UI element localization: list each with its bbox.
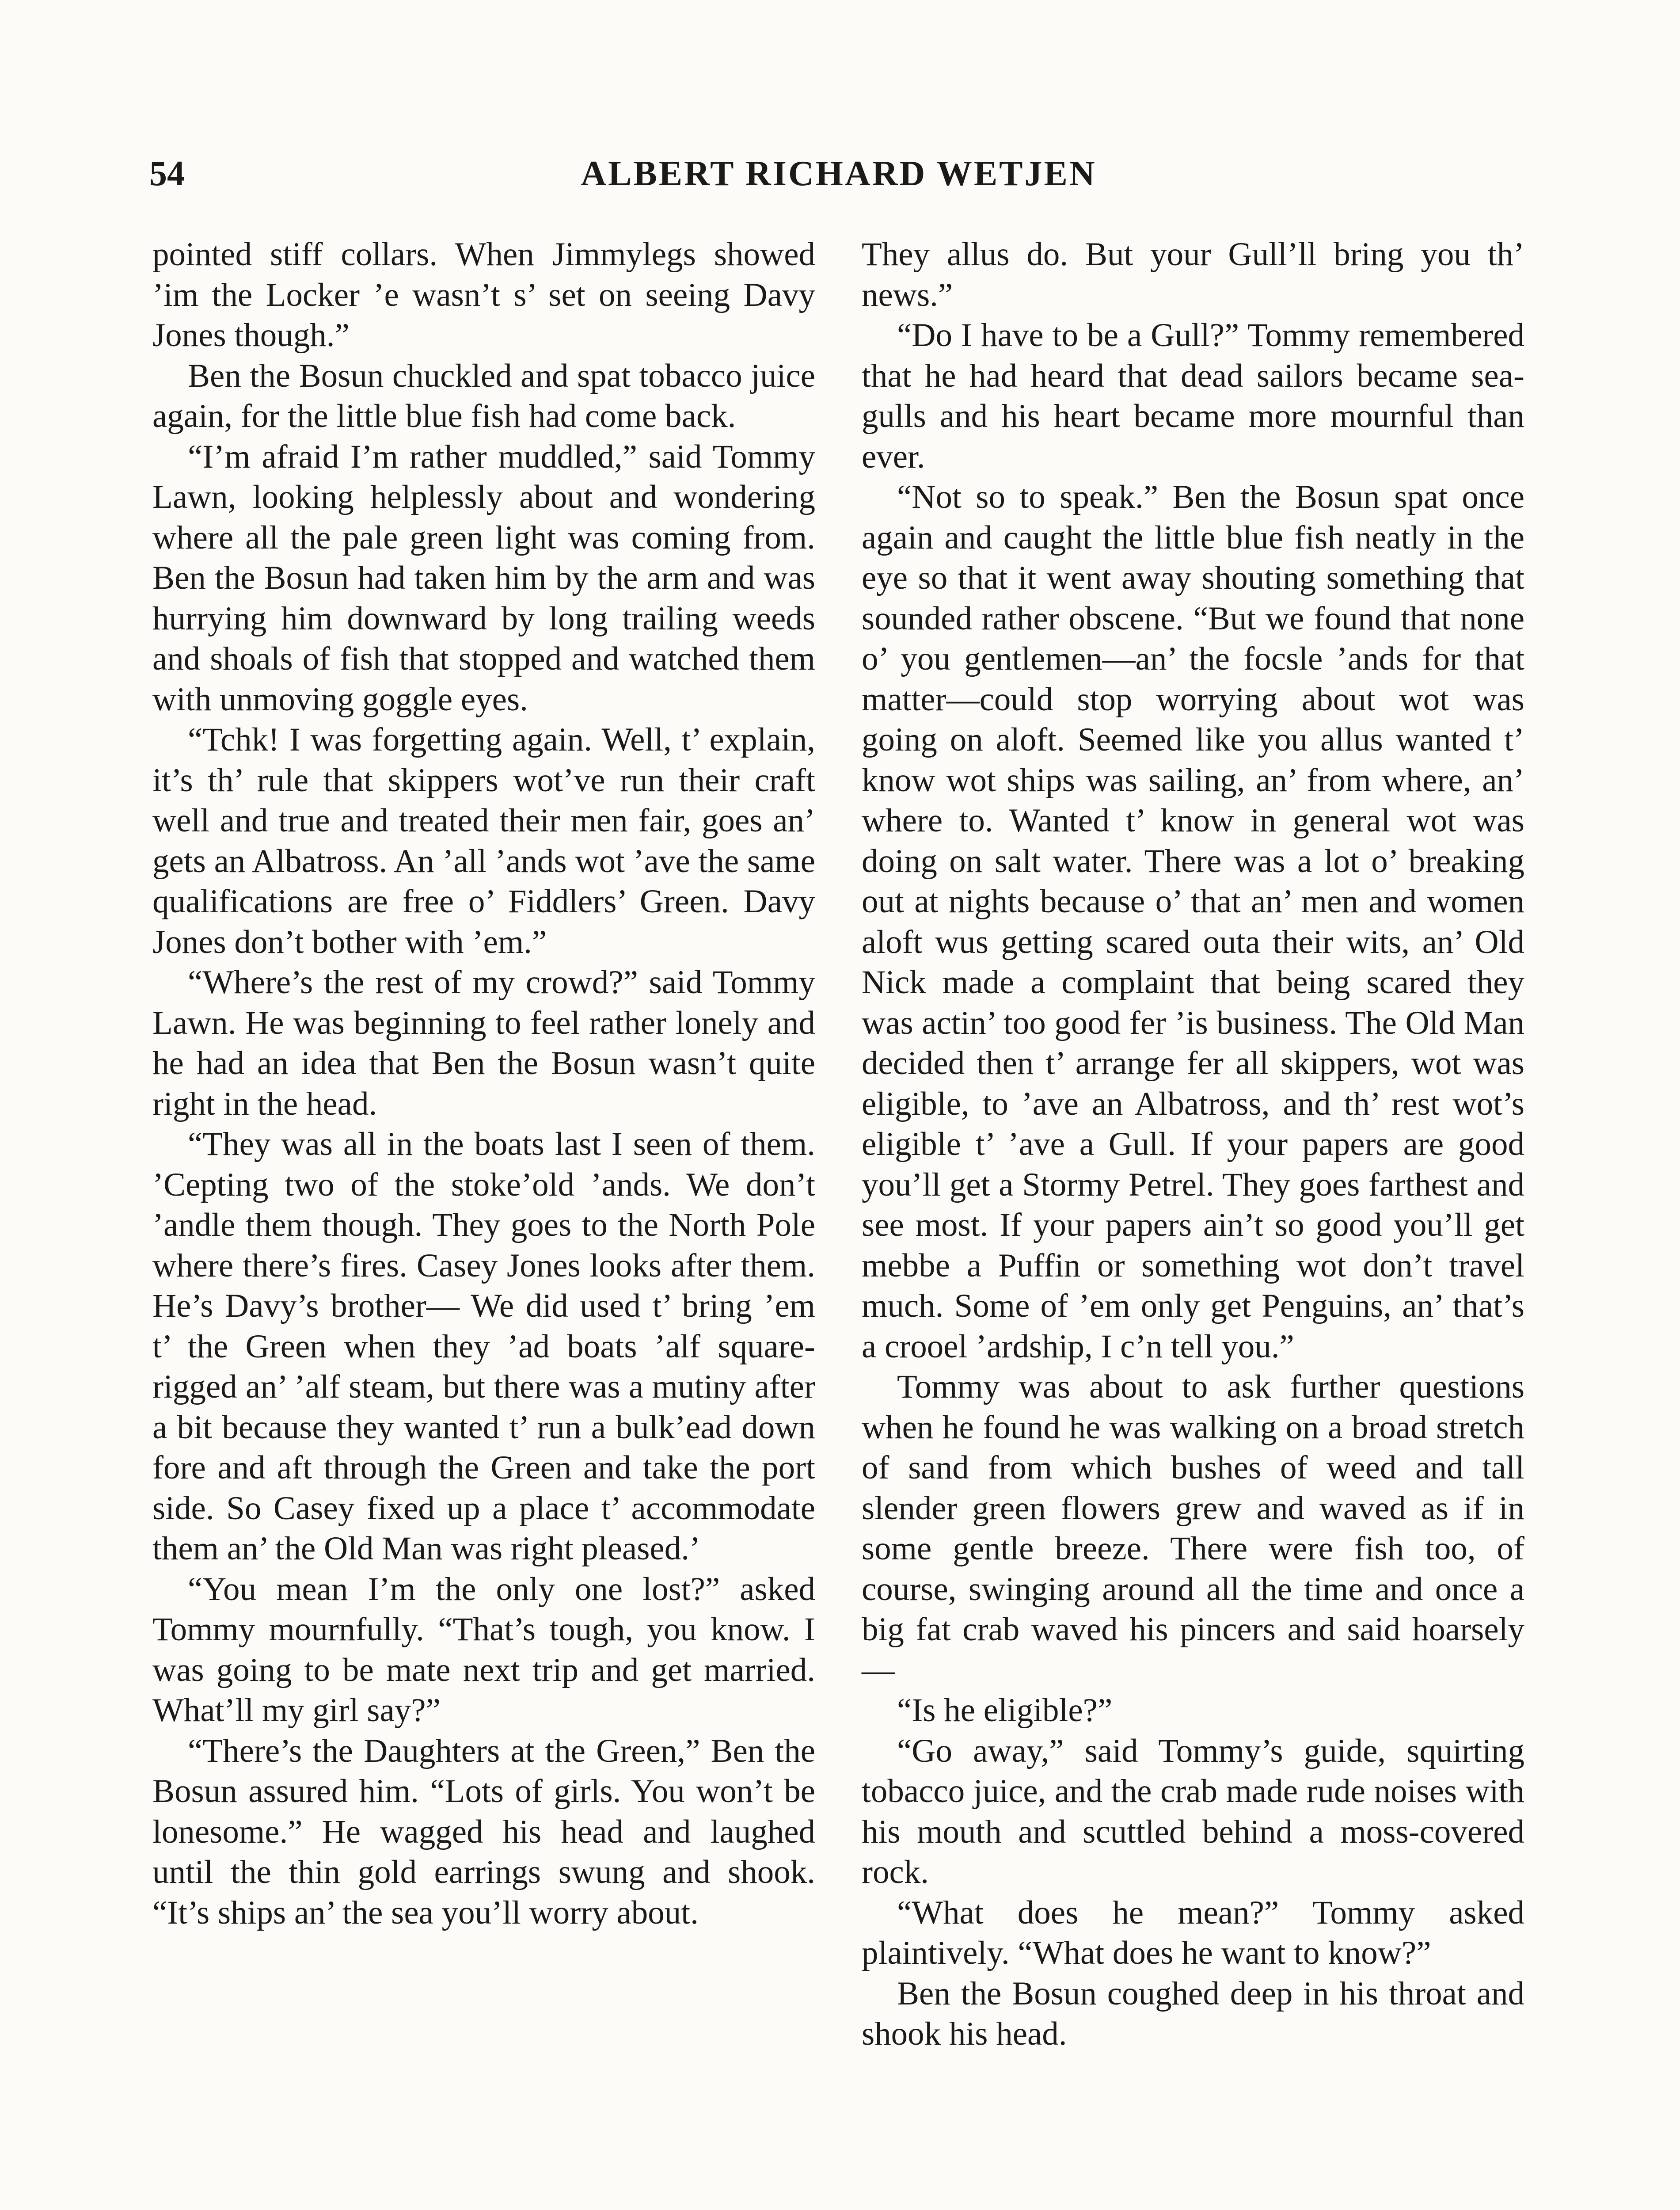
paragraph: “Go away,” said Tommy’s guide, squirting tobacco juice, and the crab made rude noises with his mouth and scuttled behind a moss-covered rock. [862, 1732, 1524, 1890]
paragraph: pointed stiff collars. When Jimmylegs showed ’im the Locker ’e wasn’t s’ set on seeing Davy Jones though.” [152, 236, 815, 354]
paragraph: “What does he mean?” Tommy asked plaintively. “What does he want to know?” [862, 1894, 1524, 1971]
paragraph: “Is he eligible?” [897, 1692, 1113, 1729]
page-number: 54 [149, 154, 185, 193]
text-column-right [862, 234, 1524, 2054]
paragraph: “I’m afraid I’m rather muddled,” said Tommy Lawn, looking helplessly about and wondering where all the pale green light was coming from. Ben the Bosun had taken him by the arm and was hurrying him downward by long trailing weeds and shoals of fish that stopped and watched them with unmoving goggle eyes. [152, 438, 815, 718]
paragraph: Ben the Bosun coughed deep in his throat and shook his head. [862, 1975, 1524, 2052]
paragraph: They allus do. But your Gull’ll bring you th’ news.” [862, 236, 1524, 313]
page-header [149, 149, 1528, 198]
paragraph: “Where’s the rest of my crowd?” said Tommy Lawn. He was beginning to feel rather lonely and he had an idea that Ben the Bosun wasn’t quite right in the head. [152, 964, 815, 1122]
paragraph: “Not so to speak.” Ben the Bosun spat once again and caught the little blue fish neatly in the eye so that it went away shouting something that sounded rather obscene. “But we found that none o’ you gentlemen—an’ the focsle ’ands for that matter—could stop worrying about wot was going on aloft. Seemed like you allus wanted t’ know wot ships was sailing, an’ from where, an’ where to. Wanted t’ know in general wot was doing on salt water. There was a lot o’ breaking out at nights because o’ that an’ men and women aloft wus getting scared outa their wits, an’ Old Nick made a complaint that being scared they was actin’ too good fer ’is business. The Old Man decided then t’ arrange fer all skippers, wot was eligible, to ’ave an Albatross, and th’ rest wot’s eligible t’ ’ave a Gull. If your papers are good you’ll get a Stormy Petrel. They goes farthest and see most. If your papers ain’t so good you’ll get mebbe a Puffin or something wot don’t travel much. Some of ’em only get Penguins, an’ that’s a crooel ’ardship, I c’n tell you.” [862, 479, 1524, 1365]
paragraph: Ben the Bosun chuckled and spat tobacco juice again, for the little blue fish had come back. [152, 357, 815, 434]
paragraph: “There’s the Daughters at the Green,” Ben the Bosun assured him. “Lots of girls. You won’t be lonesome.” He wagged his head and laughed until the thin gold earrings swung and shook. “It’s ships an’ the sea you’ll worry about. [152, 1732, 815, 1931]
paragraph: “Tchk! I was forgetting again. Well, t’ explain, it’s th’ rule that skippers wot’ve run their craft well and true and treated their men fair, goes an’ gets an Albatross. An ’all ’ands wot ’ave the same qualifications are free o’ Fiddlers’ Green. Davy Jones don’t bother with ’em.” [152, 721, 815, 960]
paragraph: “They was all in the boats last I seen of them. ’Cepting two of the stoke’old ’ands. We don’t ’andle them though. They goes to the North Pole where there’s fires. Casey Jones looks after them. He’s Davy’s brother— We did used t’ bring ’em t’ the Green when they ’ad boats ’alf square-rigged an’ ’alf steam, but there was a mutiny after a bit because they wanted t’ run a bulk’ead down fore and aft through the Green and take the port side. So Casey fixed up a place t’ accommodate them an’ the Old Man was right pleased.’ [152, 1126, 815, 1567]
paragraph: “You mean I’m the only one lost?” asked Tommy mournfully. “That’s tough, you know. I was going to be mate next trip and get married. What’ll my girl say?” [152, 1570, 815, 1729]
paragraph: Tommy was about to ask further questions when he found he was walking on a broad stretch of sand from which bushes of weed and tall slender green flowers grew and waved as if in some gentle breeze. There were fish too, of course, swinging around all the time and once a big fat crab waved his pincers and said hoarsely— [862, 1368, 1524, 1688]
running-head: ALBERT RICHARD WETJEN [581, 154, 1097, 193]
paragraph: “Do I have to be a Gull?” Tommy remembered that he had heard that dead sailors became sea-gulls and his heart became more mournful than ever. [862, 317, 1524, 475]
text-column-left [152, 234, 815, 1933]
